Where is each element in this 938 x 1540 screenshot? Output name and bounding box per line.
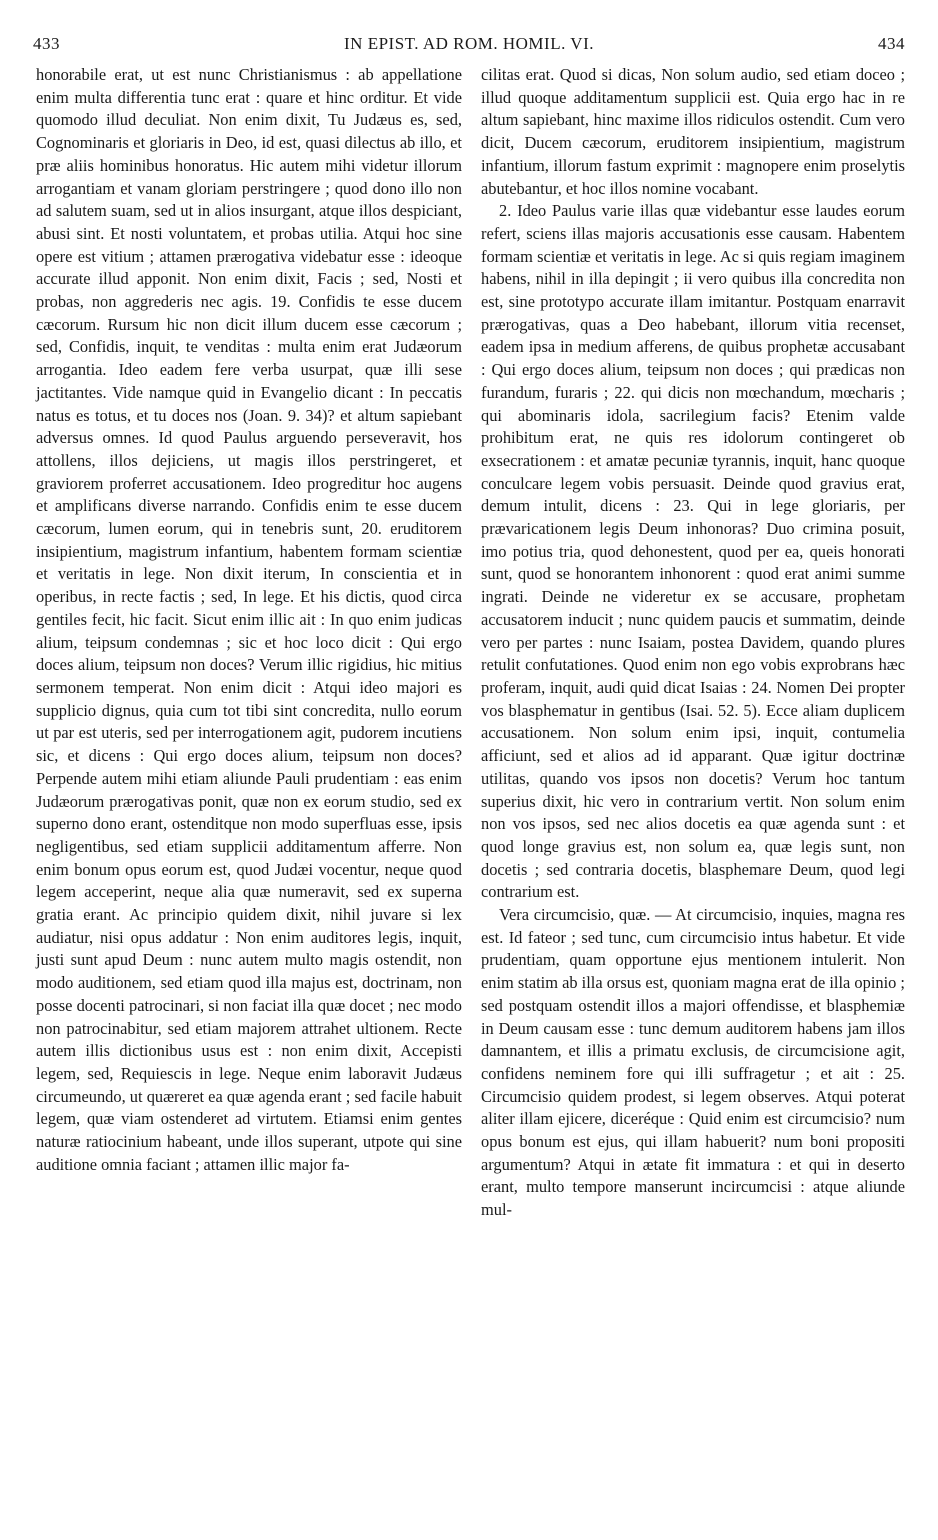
page-number-right: 434 <box>878 34 905 53</box>
paragraph: cilitas erat. Quod si dicas, Non solum audio, sed etiam doceo ; illud quoque additamentum supplicii est. Quia ergo hac in re altum sapiebant, hinc maxime illos ridiculos ostendit. Cum vero dicit, Ducem cæcorum, eruditorem insipientium, magistrum infantium, illorum fastum exprimit : magnopere enim proselytis abutebantur, et hoc illos nomine vocabant. <box>481 65 905 198</box>
running-title: IN EPIST. AD ROM. HOMIL. VI. <box>344 34 594 53</box>
running-header <box>33 34 905 56</box>
paragraph: honorabile erat, ut est nunc Christianismus : ab appellatione enim multa differentia tunc erat : quare et hinc orditur. Et vide quomodo illud deculiat. Non enim dixit, Tu Judæus es, sed, Cognominaris et gloriaris in Deo, id est, quasi dilectus ab illo, et præ aliis hominibus honoratus. Hic autem mihi videtur illorum arrogantiam et vanam gloriam perstringere ; quod dono illo non ad salutem suam, sed ut in alios insurgant, atque illos despiciant, abusi sint. Et nosti voluntatem, et probas utilia. Atqui hoc sine opere est vitium ; attamen prærogativa videbatur esse : ideoque accurate illud apponit. Non enim dixit, Facis ; sed, Nosti et probas, non aggrederis nec agis. 19. Confidis te esse ducem cæcorum. Rursum hic non dicit illum ducem esse cæcorum ; sed, Confidis, inquit, te venditas : multa enim erat Judæorum arrogantia. Ideo eadem fere verba usurpat, quæ illi sese jactitantes. Vide namque quid in Evangelio dicant : In peccatis natus es totus, et tu doces nos (Joan. 9. 34)? et altum sapiebant adversus omnes. Id quod Paulus arguendo perseveravit, hos attollens, illos dejiciens, ut magis illos perstringeret, et graviorem proferret accusationem. Ideo progreditur hoc augens et amplificans diverse narrando. Confidis enim te esse ducem cæcorum, lumen eorum, qui in tenebris sunt, 20. eruditorem insipientium, magistrum infantium, habentem formam scientiæ et veritatis in lege. Non dixit iterum, In conscientia et in operibus, in recte factis ; sed, In lege. Et his dictis, quod circa gentiles fecit, hic facit. Sicut enim illic ait : In quo enim judicas alium, teipsum condemnas ; sic et hoc loco dicit : Qui ergo doces alium, teipsum non doces? Verum illic rigidius, hic mitius sermonem temperat. Non enim dicit : Atqui ideo majori es supplicio dignus, quia cum tot tibi sint concredita, nullo eorum ut par est uteris, sed per interrogationem agit, pudorem incutiens sic, et dicens : Qui ergo doces alium, teipsum non doces? Perpende autem mihi etiam aliunde Pauli prudentiam : eas enim Judæorum prærogativas ponit, quæ non ex eorum studio, sed ex superno dono erant, ostenditque non modo superfluas esse, ipsis negligentibus, sed etiam supplicii additamentum afferre. Non enim bonum opus eorum est, quod Judæi vocentur, neque quod legem acceperint, neque alia quæ numeravit, sed ex superna gratia erant. Ac principio quidem dixit, nihil juvare si lex audiatur, nisi opus addatur : Non enim auditores legis, inquit, justi sunt apud Deum : nunc autem multo magis ostendit, non modo auditionem, sed etiam quod illa majus est, doctrinam, non posse docenti patrocinari, si non faciat illa quæ docet ; nec modo non patrocinabitur, sed etiam majorem attrahet ultionem. Recte autem illis dictionibus usus est : non enim dixit, Accepisti legem, sed, Requiescis in lege. Neque enim laboravit Judæus circumeundo, ut quæreret ea quæ agenda erant ; sed facile habuit legem, quæ viam ostenderet ad virtutem. Etiamsi enim gentes naturæ ratiocinium habeant, unde illos superant, utpote qui sine auditione omnia faciant ; attamen illic major fa- <box>36 65 462 1174</box>
paragraph: 2. Ideo Paulus varie illas quæ videbantur esse laudes eorum refert, sciens illas majoris accusationis esse causam. Habentem formam scientiæ et veritatis in lege. Ac si quis regiam imaginem habens, nihil in illa depingit ; ii vero quibus illa concredita non est, sine prototypo accurate illam imitantur. Postquam enarravit prærogativas, quas a Deo habebant, illorum vitia recenset, eadem ipsa in medium afferens, de quibus prophetæ accusabant : Qui ergo doces alium, teipsum non doces ; qui prædicas non furandum, furaris ; 22. qui dicis non mœchandum, mœcharis ; qui abominaris idola, sacrilegium facis? Etenim valde prohibitum erat, ne quis res idolorum contingeret ob exsecrationem : et amatæ pecuniæ tyrannis, inquit, hanc quoque conculcare legem vobis persuasit. Deinde quod gravius erat, demum intulit, dicens : 23. Qui in lege gloriaris, per prævaricationem legis Deum inhonoras? Duo crimina posuit, imo potius tria, quod dehonestent, quod per ea, queis honorati sunt, quod se honorantem inhonorent : quod erat animi summe ingrati. Deinde ne videretur ex se accusare, prophetam accusatorem inducit ; nunc quidem paucis et summatim, deinde vero per partes : nunc Isaiam, postea Davidem, quando plures retulit confutationes. Quod enim non ego vobis exprobrans hæc proferam, inquit, audi quid dicat Isaias : 24. Nomen Dei propter vos blasphematur in gentibus (Isai. 52. 5). Ecce aliam duplicem accusationem. Non solum enim ipsi, inquit, contumelia afficiunt, sed et alios ad id apparant. Quæ igitur doctrinæ utilitas, quando vos ipsos non docetis? Verum hoc tantum superius dixit, hic vero in contrarium vertit. Non solum enim non vos ipsos, sed nec alios docetis ea quæ agenda sunt : et quod longe gravius est, non solum ea, quæ legis sunt, non docetis ; sed contraria docetis, blasphemare Deum, quod legi contrarium est. <box>481 201 905 902</box>
left-column <box>36 64 462 1176</box>
right-column <box>481 64 905 1222</box>
paragraph: Vera circumcisio, quæ. — At circumcisio, inquies, magna res est. Id fateor ; sed tunc, cum circumcisio intus habetur. Et vide prudentiam, quam opportune ejus mentionem intulerit. Non enim statim ab illa orsus est, quoniam magna erat de illa opinio ; sed postquam ostendit illos a majori offendisse, et blasphemiæ in Deum causam esse : tunc demum auditorem habens jam illos damnantem, et illis a primatu exclusis, de circumcisione agit, confidens neminem fore qui illi suffragetur ; et ait : 25. Circumcisio quidem prodest, si legem observes. Atqui poterat aliter illam ejicere, diceréque : Quid enim est circumcisio? num opus bonum est ejus, qui illam habuerit? num boni propositi argumentum? Atqui in ætate fit immatura : et qui in deserto erant, multo tempore manserunt incircumcisi : atque aliunde mul- <box>481 905 905 1220</box>
page-number-left: 433 <box>33 34 60 53</box>
